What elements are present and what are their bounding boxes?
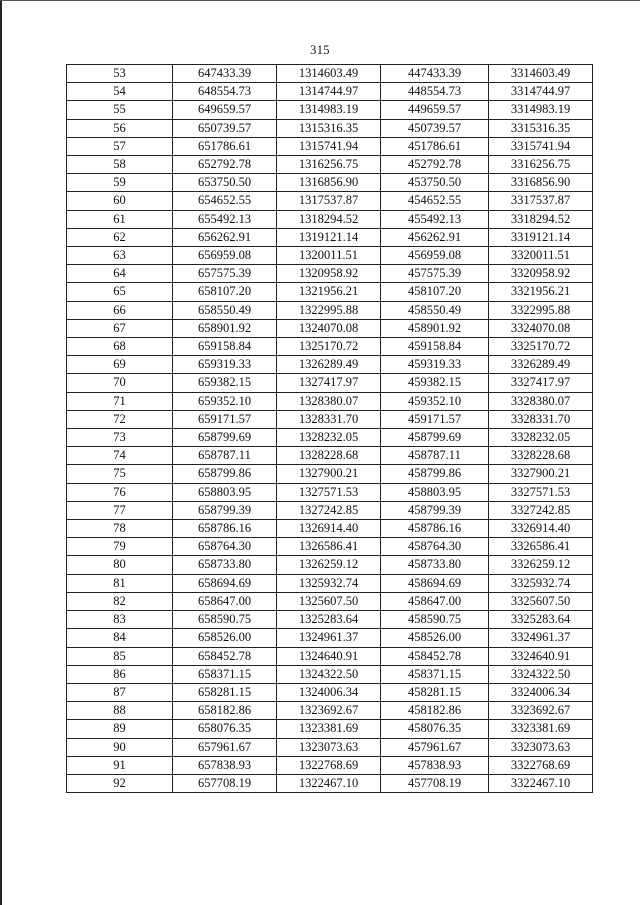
- value-d-cell: 3320958.92: [489, 265, 593, 283]
- value-a-cell: 648554.73: [173, 83, 277, 101]
- value-a-cell: 658550.49: [173, 301, 277, 319]
- value-b-cell: 1327900.21: [277, 465, 381, 483]
- table-row: [67, 228, 593, 246]
- value-b-cell: 1316856.90: [277, 174, 381, 192]
- point-number-cell: 70: [67, 374, 173, 392]
- value-b-cell: 1315741.94: [277, 137, 381, 155]
- value-a-cell: 658733.80: [173, 556, 277, 574]
- point-number-cell: 76: [67, 483, 173, 501]
- table-row: [67, 447, 593, 465]
- value-c-cell: 458733.80: [381, 556, 489, 574]
- value-d-cell: 3323692.67: [489, 702, 593, 720]
- value-c-cell: 457961.67: [381, 738, 489, 756]
- value-b-cell: 1320958.92: [277, 265, 381, 283]
- value-d-cell: 3314744.97: [489, 83, 593, 101]
- table-row: [67, 210, 593, 228]
- value-b-cell: 1323073.63: [277, 738, 381, 756]
- value-b-cell: 1327417.97: [277, 374, 381, 392]
- value-b-cell: 1328331.70: [277, 410, 381, 428]
- value-b-cell: 1316256.75: [277, 156, 381, 174]
- value-a-cell: 658182.86: [173, 702, 277, 720]
- value-a-cell: 658799.39: [173, 501, 277, 519]
- value-d-cell: 3322467.10: [489, 774, 593, 792]
- value-a-cell: 657961.67: [173, 738, 277, 756]
- value-d-cell: 3324322.50: [489, 665, 593, 683]
- point-number-cell: 54: [67, 83, 173, 101]
- point-number-cell: 67: [67, 319, 173, 337]
- point-number-cell: 91: [67, 756, 173, 774]
- value-d-cell: 3317537.87: [489, 192, 593, 210]
- value-c-cell: 458647.00: [381, 592, 489, 610]
- value-b-cell: 1325170.72: [277, 338, 381, 356]
- value-d-cell: 3322995.88: [489, 301, 593, 319]
- table-row: [67, 338, 593, 356]
- value-a-cell: 647433.39: [173, 65, 277, 83]
- value-c-cell: 458107.20: [381, 283, 489, 301]
- value-c-cell: 452792.78: [381, 156, 489, 174]
- value-b-cell: 1322995.88: [277, 301, 381, 319]
- value-d-cell: 3323381.69: [489, 720, 593, 738]
- value-c-cell: 451786.61: [381, 137, 489, 155]
- point-number-cell: 72: [67, 410, 173, 428]
- page-edge-top: [0, 0, 640, 1]
- table-row: [67, 592, 593, 610]
- value-c-cell: 459158.84: [381, 338, 489, 356]
- point-number-cell: 88: [67, 702, 173, 720]
- coordinate-table-body: [67, 65, 593, 793]
- value-c-cell: 458799.39: [381, 501, 489, 519]
- value-a-cell: 659158.84: [173, 338, 277, 356]
- point-number-cell: 92: [67, 774, 173, 792]
- table-row: [67, 265, 593, 283]
- point-number-cell: 74: [67, 447, 173, 465]
- value-b-cell: 1325283.64: [277, 611, 381, 629]
- value-a-cell: 658764.30: [173, 538, 277, 556]
- value-a-cell: 656262.91: [173, 228, 277, 246]
- value-b-cell: 1327571.53: [277, 483, 381, 501]
- point-number-cell: 69: [67, 356, 173, 374]
- value-d-cell: 3326289.49: [489, 356, 593, 374]
- table-row: [67, 137, 593, 155]
- value-b-cell: 1325932.74: [277, 574, 381, 592]
- value-a-cell: 655492.13: [173, 210, 277, 228]
- point-number-cell: 83: [67, 611, 173, 629]
- value-c-cell: 458803.95: [381, 483, 489, 501]
- value-c-cell: 458764.30: [381, 538, 489, 556]
- value-c-cell: 458281.15: [381, 683, 489, 701]
- value-b-cell: 1323381.69: [277, 720, 381, 738]
- table-row: [67, 556, 593, 574]
- point-number-cell: 90: [67, 738, 173, 756]
- value-b-cell: 1321956.21: [277, 283, 381, 301]
- value-d-cell: 3314603.49: [489, 65, 593, 83]
- value-d-cell: 3327900.21: [489, 465, 593, 483]
- point-number-cell: 77: [67, 501, 173, 519]
- point-number-cell: 87: [67, 683, 173, 701]
- value-c-cell: 456959.08: [381, 247, 489, 265]
- value-b-cell: 1314983.19: [277, 101, 381, 119]
- value-a-cell: 658647.00: [173, 592, 277, 610]
- value-d-cell: 3320011.51: [489, 247, 593, 265]
- point-number-cell: 57: [67, 137, 173, 155]
- point-number-cell: 56: [67, 119, 173, 137]
- value-b-cell: 1322768.69: [277, 756, 381, 774]
- value-c-cell: 457708.19: [381, 774, 489, 792]
- value-d-cell: 3326259.12: [489, 556, 593, 574]
- value-c-cell: 457838.93: [381, 756, 489, 774]
- value-a-cell: 659171.57: [173, 410, 277, 428]
- value-b-cell: 1326914.40: [277, 520, 381, 538]
- value-b-cell: 1324961.37: [277, 629, 381, 647]
- value-c-cell: 454652.55: [381, 192, 489, 210]
- value-a-cell: 658076.35: [173, 720, 277, 738]
- value-b-cell: 1325607.50: [277, 592, 381, 610]
- value-c-cell: 458590.75: [381, 611, 489, 629]
- value-b-cell: 1320011.51: [277, 247, 381, 265]
- value-d-cell: 3322768.69: [489, 756, 593, 774]
- value-b-cell: 1322467.10: [277, 774, 381, 792]
- value-c-cell: 458526.00: [381, 629, 489, 647]
- value-d-cell: 3328228.68: [489, 447, 593, 465]
- table-row: [67, 738, 593, 756]
- point-number-cell: 60: [67, 192, 173, 210]
- value-c-cell: 455492.13: [381, 210, 489, 228]
- value-a-cell: 650739.57: [173, 119, 277, 137]
- value-b-cell: 1326289.49: [277, 356, 381, 374]
- table-row: [67, 65, 593, 83]
- value-c-cell: 458799.69: [381, 429, 489, 447]
- value-c-cell: 458786.16: [381, 520, 489, 538]
- table-row: [67, 465, 593, 483]
- point-number-cell: 65: [67, 283, 173, 301]
- value-d-cell: 3325932.74: [489, 574, 593, 592]
- value-b-cell: 1327242.85: [277, 501, 381, 519]
- value-c-cell: 458694.69: [381, 574, 489, 592]
- value-a-cell: 659382.15: [173, 374, 277, 392]
- point-number-cell: 86: [67, 665, 173, 683]
- value-a-cell: 654652.55: [173, 192, 277, 210]
- value-c-cell: 458182.86: [381, 702, 489, 720]
- value-c-cell: 458550.49: [381, 301, 489, 319]
- value-d-cell: 3318294.52: [489, 210, 593, 228]
- value-a-cell: 658694.69: [173, 574, 277, 592]
- value-a-cell: 658590.75: [173, 611, 277, 629]
- value-a-cell: 659352.10: [173, 392, 277, 410]
- value-a-cell: 658787.11: [173, 447, 277, 465]
- point-number-cell: 75: [67, 465, 173, 483]
- page-edge-left: [0, 0, 2, 905]
- value-b-cell: 1314603.49: [277, 65, 381, 83]
- value-d-cell: 3328380.07: [489, 392, 593, 410]
- value-d-cell: 3314983.19: [489, 101, 593, 119]
- coordinate-table: [66, 64, 593, 793]
- table-row: [67, 319, 593, 337]
- value-a-cell: 651786.61: [173, 137, 277, 155]
- value-d-cell: 3328331.70: [489, 410, 593, 428]
- value-c-cell: 459382.15: [381, 374, 489, 392]
- value-c-cell: 458799.86: [381, 465, 489, 483]
- value-c-cell: 458901.92: [381, 319, 489, 337]
- value-b-cell: 1324006.34: [277, 683, 381, 701]
- value-b-cell: 1323692.67: [277, 702, 381, 720]
- value-b-cell: 1328228.68: [277, 447, 381, 465]
- point-number-cell: 71: [67, 392, 173, 410]
- table-row: [67, 538, 593, 556]
- table-row: [67, 410, 593, 428]
- value-b-cell: 1318294.52: [277, 210, 381, 228]
- value-b-cell: 1314744.97: [277, 83, 381, 101]
- table-row: [67, 374, 593, 392]
- table-row: [67, 174, 593, 192]
- value-d-cell: 3315741.94: [489, 137, 593, 155]
- value-a-cell: 657708.19: [173, 774, 277, 792]
- point-number-cell: 68: [67, 338, 173, 356]
- value-b-cell: 1328232.05: [277, 429, 381, 447]
- table-row: [67, 119, 593, 137]
- value-a-cell: 649659.57: [173, 101, 277, 119]
- value-a-cell: 657575.39: [173, 265, 277, 283]
- point-number-cell: 62: [67, 228, 173, 246]
- value-d-cell: 3324006.34: [489, 683, 593, 701]
- value-c-cell: 458787.11: [381, 447, 489, 465]
- value-a-cell: 658281.15: [173, 683, 277, 701]
- value-a-cell: 658799.86: [173, 465, 277, 483]
- point-number-cell: 59: [67, 174, 173, 192]
- value-d-cell: 3324070.08: [489, 319, 593, 337]
- table-row: [67, 356, 593, 374]
- value-d-cell: 3328232.05: [489, 429, 593, 447]
- value-d-cell: 3327242.85: [489, 501, 593, 519]
- value-d-cell: 3327417.97: [489, 374, 593, 392]
- table-row: [67, 483, 593, 501]
- table-row: [67, 101, 593, 119]
- point-number-cell: 82: [67, 592, 173, 610]
- value-d-cell: 3327571.53: [489, 483, 593, 501]
- value-c-cell: 448554.73: [381, 83, 489, 101]
- value-d-cell: 3324640.91: [489, 647, 593, 665]
- point-number-cell: 61: [67, 210, 173, 228]
- table-row: [67, 756, 593, 774]
- value-d-cell: 3326586.41: [489, 538, 593, 556]
- value-d-cell: 3316256.75: [489, 156, 593, 174]
- value-b-cell: 1328380.07: [277, 392, 381, 410]
- table-row: [67, 83, 593, 101]
- value-d-cell: 3325170.72: [489, 338, 593, 356]
- value-d-cell: 3319121.14: [489, 228, 593, 246]
- value-a-cell: 658526.00: [173, 629, 277, 647]
- point-number-cell: 85: [67, 647, 173, 665]
- table-row: [67, 774, 593, 792]
- table-row: [67, 683, 593, 701]
- value-c-cell: 456262.91: [381, 228, 489, 246]
- value-c-cell: 453750.50: [381, 174, 489, 192]
- value-c-cell: 458371.15: [381, 665, 489, 683]
- value-b-cell: 1324322.50: [277, 665, 381, 683]
- value-c-cell: 459319.33: [381, 356, 489, 374]
- point-number-cell: 84: [67, 629, 173, 647]
- table-row: [67, 501, 593, 519]
- value-a-cell: 653750.50: [173, 174, 277, 192]
- point-number-cell: 63: [67, 247, 173, 265]
- point-number-cell: 89: [67, 720, 173, 738]
- value-c-cell: 459352.10: [381, 392, 489, 410]
- value-d-cell: 3324961.37: [489, 629, 593, 647]
- value-a-cell: 658786.16: [173, 520, 277, 538]
- table-row: [67, 647, 593, 665]
- point-number-cell: 80: [67, 556, 173, 574]
- value-c-cell: 457575.39: [381, 265, 489, 283]
- value-d-cell: 3326914.40: [489, 520, 593, 538]
- table-row: [67, 429, 593, 447]
- value-a-cell: 658803.95: [173, 483, 277, 501]
- value-a-cell: 652792.78: [173, 156, 277, 174]
- value-d-cell: 3321956.21: [489, 283, 593, 301]
- point-number-cell: 64: [67, 265, 173, 283]
- value-c-cell: 458452.78: [381, 647, 489, 665]
- value-a-cell: 658799.69: [173, 429, 277, 447]
- value-a-cell: 658452.78: [173, 647, 277, 665]
- point-number-cell: 53: [67, 65, 173, 83]
- table-row: [67, 629, 593, 647]
- value-d-cell: 3325283.64: [489, 611, 593, 629]
- table-row: [67, 720, 593, 738]
- value-a-cell: 658371.15: [173, 665, 277, 683]
- value-b-cell: 1317537.87: [277, 192, 381, 210]
- table-row: [67, 520, 593, 538]
- page-number: 315: [310, 43, 330, 57]
- table-row: [67, 301, 593, 319]
- table-row: [67, 611, 593, 629]
- value-d-cell: 3315316.35: [489, 119, 593, 137]
- value-c-cell: 458076.35: [381, 720, 489, 738]
- value-a-cell: 659319.33: [173, 356, 277, 374]
- value-c-cell: 447433.39: [381, 65, 489, 83]
- table-row: [67, 392, 593, 410]
- table-row: [67, 574, 593, 592]
- value-b-cell: 1315316.35: [277, 119, 381, 137]
- table-row: [67, 665, 593, 683]
- value-a-cell: 658107.20: [173, 283, 277, 301]
- value-c-cell: 450739.57: [381, 119, 489, 137]
- table-row: [67, 156, 593, 174]
- value-a-cell: 658901.92: [173, 319, 277, 337]
- table-row: [67, 283, 593, 301]
- value-d-cell: 3325607.50: [489, 592, 593, 610]
- point-number-cell: 78: [67, 520, 173, 538]
- value-a-cell: 657838.93: [173, 756, 277, 774]
- value-b-cell: 1324070.08: [277, 319, 381, 337]
- point-number-cell: 66: [67, 301, 173, 319]
- value-d-cell: 3316856.90: [489, 174, 593, 192]
- point-number-cell: 73: [67, 429, 173, 447]
- point-number-cell: 55: [67, 101, 173, 119]
- value-b-cell: 1324640.91: [277, 647, 381, 665]
- point-number-cell: 81: [67, 574, 173, 592]
- value-b-cell: 1326259.12: [277, 556, 381, 574]
- value-c-cell: 449659.57: [381, 101, 489, 119]
- value-b-cell: 1319121.14: [277, 228, 381, 246]
- value-d-cell: 3323073.63: [489, 738, 593, 756]
- value-b-cell: 1326586.41: [277, 538, 381, 556]
- value-c-cell: 459171.57: [381, 410, 489, 428]
- point-number-cell: 58: [67, 156, 173, 174]
- value-a-cell: 656959.08: [173, 247, 277, 265]
- table-row: [67, 192, 593, 210]
- table-row: [67, 247, 593, 265]
- table-row: [67, 702, 593, 720]
- point-number-cell: 79: [67, 538, 173, 556]
